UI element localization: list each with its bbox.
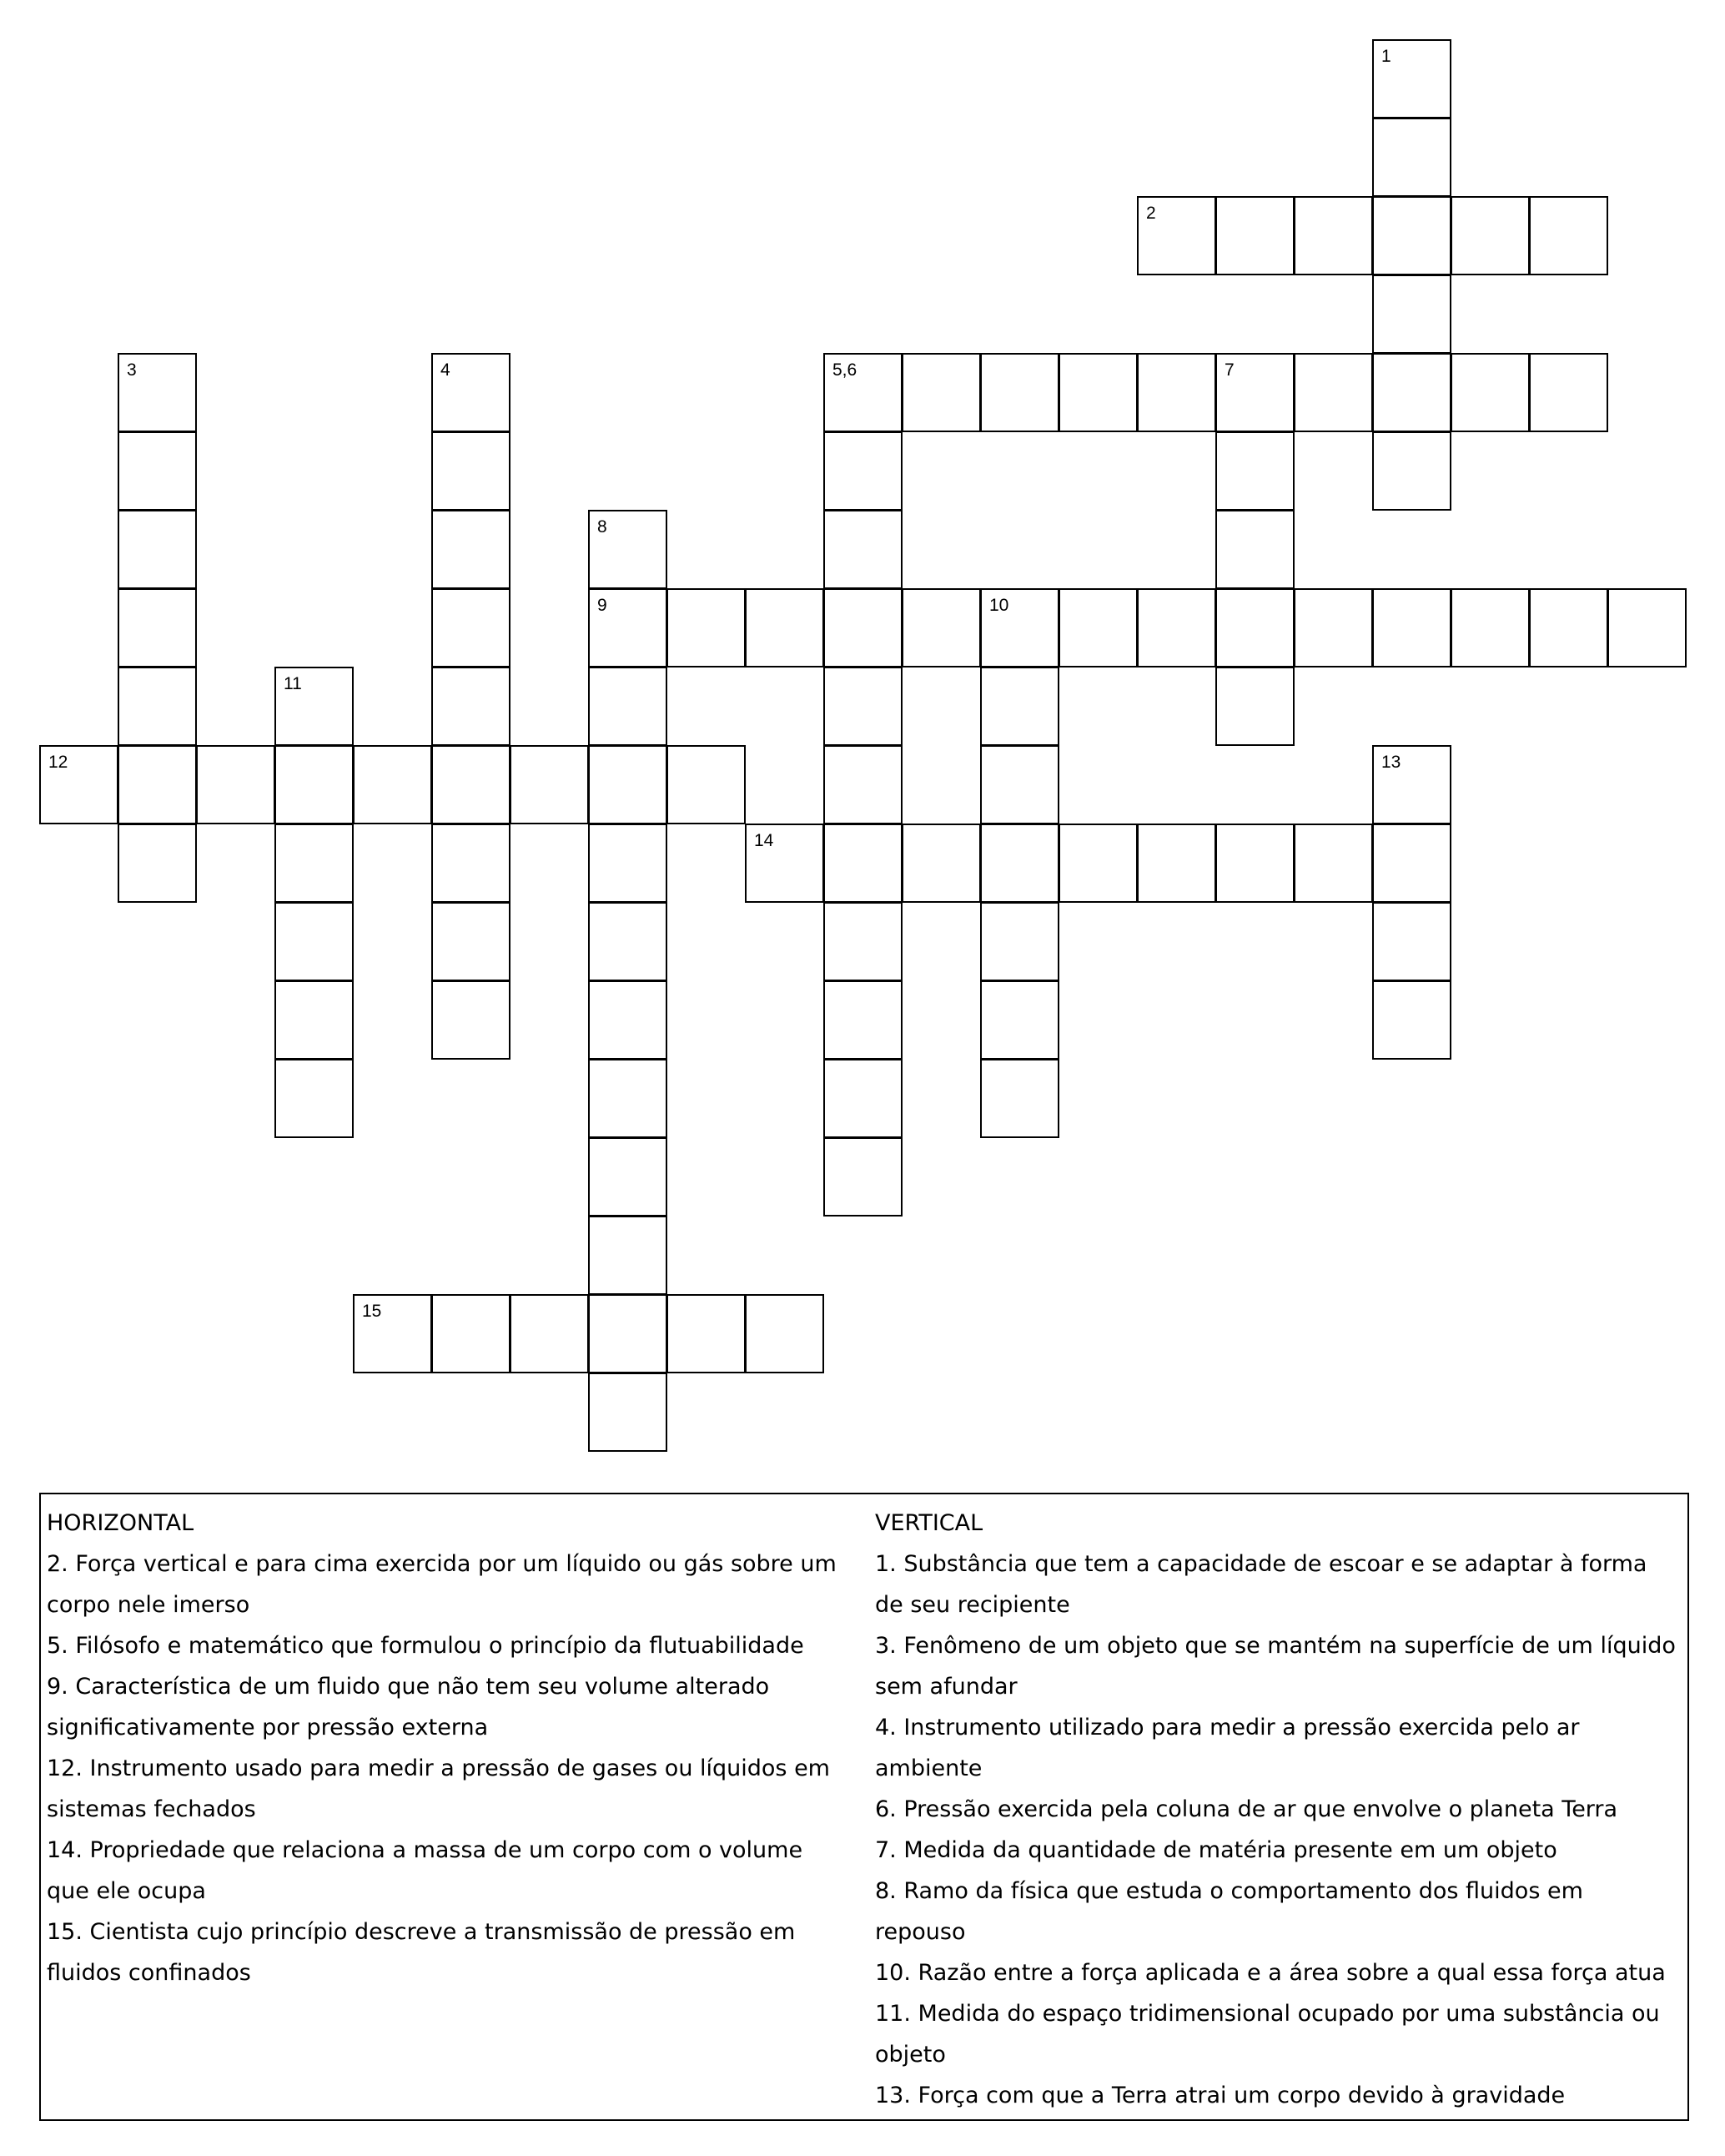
grid-cell[interactable] [666, 588, 746, 667]
grid-cell[interactable] [1529, 353, 1608, 432]
grid-cell[interactable] [745, 1294, 824, 1373]
clue-down-4: 4. Instrumento utilizado para medir a pressão exercida pelo ar ambiente [875, 1715, 1580, 1781]
grid-cell[interactable] [1451, 588, 1530, 667]
grid-cell[interactable] [823, 667, 903, 746]
grid-cell[interactable] [823, 510, 903, 589]
horizontal-title: HORIZONTAL [47, 1510, 194, 1536]
grid-cell[interactable] [1059, 824, 1138, 903]
grid-cell[interactable] [588, 745, 667, 824]
clue-across-9: 9. Característica de um fluido que não tem seu volume alterado significativamente por pressão externa [47, 1674, 770, 1740]
grid-cell[interactable] [588, 1137, 667, 1217]
clue-number: 5,6 [832, 360, 857, 380]
grid-cell[interactable] [588, 588, 667, 667]
grid-cell[interactable] [823, 588, 903, 667]
clue-number: 4 [440, 360, 450, 380]
clue-down-3: 3. Fenômeno de um objeto que se mantém na superfície de um líquido sem afundar [875, 1633, 1676, 1700]
grid-cell[interactable] [118, 510, 197, 589]
grid-cell[interactable] [980, 745, 1059, 824]
grid-cell[interactable] [118, 431, 197, 511]
clue-down-1: 1. Substância que tem a capacidade de escoar e se adaptar à forma de seu recipiente [875, 1551, 1647, 1618]
grid-cell[interactable] [588, 980, 667, 1060]
grid-cell[interactable] [588, 1216, 667, 1295]
grid-cell[interactable] [1137, 824, 1216, 903]
clue-down-13: 13. Força com que a Terra atrai um corpo devido à gravidade [875, 2083, 1566, 2108]
grid-cell[interactable] [1137, 588, 1216, 667]
grid-cell[interactable] [980, 353, 1059, 432]
grid-cell[interactable] [431, 353, 510, 432]
clue-across-5: 5. Filósofo e matemático que formulou o princípio da flutuabilidade [47, 1633, 804, 1659]
grid-cell[interactable] [118, 745, 197, 824]
grid-cell[interactable] [431, 667, 510, 746]
grid-cell[interactable] [980, 980, 1059, 1060]
clue-number: 2 [1146, 204, 1156, 223]
grid-cell[interactable] [353, 745, 432, 824]
grid-cell[interactable] [980, 902, 1059, 981]
grid-cell[interactable] [353, 1294, 432, 1373]
grid-cell[interactable] [588, 824, 667, 903]
grid-cell[interactable] [431, 431, 510, 511]
grid-cell[interactable] [274, 745, 354, 824]
grid-cell[interactable] [118, 824, 197, 903]
grid-cell[interactable] [431, 1294, 510, 1373]
clue-down-8: 8. Ramo da física que estuda o comportamento dos fluidos em repouso [875, 1878, 1583, 1945]
clues-box [39, 1493, 1689, 2121]
grid-cell[interactable] [823, 1137, 903, 1217]
grid-cell[interactable] [980, 824, 1059, 903]
grid-cell[interactable] [1059, 353, 1138, 432]
grid-cell[interactable] [274, 980, 354, 1060]
grid-cell[interactable] [274, 824, 354, 903]
grid-cell[interactable] [274, 902, 354, 981]
grid-cell[interactable] [1215, 196, 1295, 275]
grid-cell[interactable] [588, 510, 667, 589]
clue-across-12: 12. Instrumento usado para medir a pressão de gases ou líquidos em sistemas fechados [47, 1756, 830, 1822]
grid-cell[interactable] [1372, 980, 1451, 1060]
grid-cell[interactable] [510, 745, 589, 824]
clue-number: 9 [597, 596, 607, 615]
grid-cell[interactable] [1215, 824, 1295, 903]
grid-cell[interactable] [823, 824, 903, 903]
grid-cell[interactable] [431, 510, 510, 589]
grid-cell[interactable] [118, 588, 197, 667]
clue-number: 10 [989, 596, 1009, 615]
grid-cell[interactable] [1294, 588, 1373, 667]
grid-cell[interactable] [1451, 196, 1530, 275]
grid-cell[interactable] [588, 667, 667, 746]
clue-number: 1 [1381, 47, 1391, 66]
clue-across-14: 14. Propriedade que relaciona a massa de um corpo com o volume que ele ocupa [47, 1837, 803, 1904]
grid-cell[interactable] [1607, 588, 1687, 667]
grid-cell[interactable] [1294, 824, 1373, 903]
grid-cell[interactable] [1372, 431, 1451, 511]
grid-cell[interactable] [1372, 353, 1451, 432]
vertical-clues [875, 1503, 1680, 2116]
grid-cell[interactable] [745, 824, 824, 903]
clue-down-10: 10. Razão entre a força aplicada e a área sobre a qual essa força atua [875, 1960, 1666, 1986]
grid-cell[interactable] [1372, 118, 1451, 197]
grid-cell[interactable] [980, 667, 1059, 746]
grid-cell[interactable] [1529, 196, 1608, 275]
grid-cell[interactable] [1372, 824, 1451, 903]
grid-cell[interactable] [1215, 431, 1295, 511]
grid-cell[interactable] [1137, 353, 1216, 432]
grid-cell[interactable] [1215, 510, 1295, 589]
clue-across-2: 2. Força vertical e para cima exercida por um líquido ou gás sobre um corpo nele imerso [47, 1551, 837, 1618]
grid-cell[interactable] [588, 902, 667, 981]
clue-number: 8 [597, 517, 607, 536]
grid-cell[interactable] [1059, 588, 1138, 667]
clue-number: 11 [284, 674, 302, 693]
grid-cell[interactable] [588, 1373, 667, 1452]
clue-down-7: 7. Medida da quantidade de matéria presente em um objeto [875, 1837, 1557, 1863]
grid-cell[interactable] [1215, 667, 1295, 746]
clue-across-15: 15. Cientista cujo princípio descreve a transmissão de pressão em fluidos confinados [47, 1919, 796, 1986]
grid-cell[interactable] [823, 745, 903, 824]
clue-number: 14 [754, 831, 774, 850]
grid-cell[interactable] [274, 1059, 354, 1138]
grid-cell[interactable] [431, 745, 510, 824]
grid-cell[interactable] [510, 1294, 589, 1373]
clue-number: 12 [48, 753, 68, 772]
clue-number: 15 [362, 1302, 382, 1321]
grid-cell[interactable] [1372, 588, 1451, 667]
grid-cell[interactable] [902, 588, 981, 667]
grid-cell[interactable] [745, 588, 824, 667]
grid-cell[interactable] [1372, 39, 1451, 118]
clue-number: 3 [127, 360, 137, 380]
grid-cell[interactable] [1372, 196, 1451, 275]
grid-cell[interactable] [118, 353, 197, 432]
grid-cell[interactable] [588, 1059, 667, 1138]
grid-cell[interactable] [980, 588, 1059, 667]
clue-number: 7 [1225, 360, 1235, 380]
grid-cell[interactable] [823, 353, 903, 432]
vertical-title: VERTICAL [875, 1510, 983, 1536]
grid-cell[interactable] [823, 431, 903, 511]
clue-number: 13 [1381, 753, 1401, 772]
grid-cell[interactable] [1215, 353, 1295, 432]
clue-down-11: 11. Medida do espaço tridimensional ocupado por uma substância ou objeto [875, 2001, 1660, 2068]
grid-cell[interactable] [39, 745, 118, 824]
grid-cell[interactable] [666, 1294, 746, 1373]
clue-down-6: 6. Pressão exercida pela coluna de ar que envolve o planeta Terra [875, 1796, 1618, 1822]
grid-cell[interactable] [274, 667, 354, 746]
grid-cell[interactable] [431, 588, 510, 667]
horizontal-clues [47, 1503, 852, 1993]
grid-cell[interactable] [431, 980, 510, 1060]
grid-cell[interactable] [1529, 588, 1608, 667]
grid-cell[interactable] [1451, 353, 1530, 432]
grid-cell[interactable] [823, 902, 903, 981]
grid-cell[interactable] [118, 667, 197, 746]
grid-cell[interactable] [980, 1059, 1059, 1138]
grid-cell[interactable] [431, 824, 510, 903]
grid-cell[interactable] [196, 745, 275, 824]
grid-cell[interactable] [1372, 902, 1451, 981]
grid-cell[interactable] [666, 745, 746, 824]
grid-cell[interactable] [902, 824, 981, 903]
grid-cell[interactable] [1372, 275, 1451, 354]
grid-cell[interactable] [1294, 196, 1373, 275]
grid-cell[interactable] [823, 980, 903, 1060]
grid-cell[interactable] [823, 1059, 903, 1138]
grid-cell[interactable] [588, 1294, 667, 1373]
grid-cell[interactable] [1215, 588, 1295, 667]
grid-cell[interactable] [1372, 745, 1451, 824]
grid-cell[interactable] [1137, 196, 1216, 275]
grid-cell[interactable] [1294, 353, 1373, 432]
grid-cell[interactable] [431, 902, 510, 981]
grid-cell[interactable] [902, 353, 981, 432]
